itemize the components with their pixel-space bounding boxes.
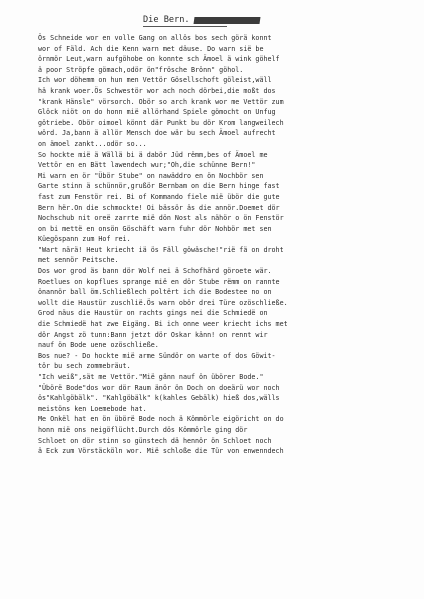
text-line: Garte stinn ä schünnör,grußör Bernbam on die Bern hinge fast — [38, 182, 280, 191]
text-line: Bern hër.On die schmockte! Oi bässör äs die annör.Doemet dör — [38, 203, 280, 212]
text-line: Roetlues on kopflues sprange mië en dör Stube rëmm on rannte — [38, 277, 280, 286]
text-line: "Ich weiß",sät me Vettör."Mië gänn nauf ön übörer Bode." — [38, 373, 264, 381]
document-body — [38, 33, 418, 457]
text-line: Grod näus die Haustür on rachts gings nei die Schmiedë on — [38, 309, 268, 318]
text-line: "Übörë Bode"dos wor dör Raum änör ön Doch on doeärü wor noch — [38, 383, 280, 392]
text-line: Dos wor grod äs bann dör Wolf nei ä Schofhärd göroete wär. — [38, 267, 272, 276]
text-line: Küegöspann zum Hof rei. — [38, 235, 131, 244]
text-line: So hockte mië ä Wällä bi ä dabör Jüd rëmm,bes of Ämoel me — [38, 150, 268, 159]
text-line: wollt die Haustür zuschlië.Ös warn obör drei Türe ozöschließe. — [38, 298, 288, 307]
text-line: Nochschub nit oreë zarrte mië dön Nost als nähör o ön Fenstör — [38, 214, 284, 223]
text-line: önannör ball öm.Schließlech poltërt ich die Bodestee no on — [38, 288, 272, 297]
text-line: Bos nue? - Do hockte mië arme Sündör on warte of dos Göwit- — [38, 351, 276, 360]
text-line: dör Angst zö tunn:Bann jetzt dör Oskar känn! on rennt wir — [38, 330, 268, 339]
text-line: wor of Fäld. Ach die Kenn warn met däuse. Do warn sië be — [38, 44, 264, 53]
text-line: on ämoel zankt...odör so... — [38, 139, 147, 148]
text-line: Me Onkël hat en ön übörë Bode noch ä Kömmörle eigöricht on do — [38, 415, 284, 424]
text-line: "Wart närä! Heut kriecht iä ös Fäll göwäsche!"rië fä on droht — [38, 245, 284, 254]
title-underline — [143, 26, 227, 27]
text-line: Glöck niöt on do honn mië allörhand Spiele gömocht on Unfug — [38, 108, 276, 117]
text-line: Ich wor döhemm on hun men Vettör Gösellschoft göleist,wäll — [38, 76, 272, 85]
text-line: die Schmiedë hat zwe Eigäng. Bi ich onne weer kriecht ichs met — [38, 320, 288, 329]
text-line: ä poor Ströpfe gömach,odör ön"frösche Brönn" göhol. — [38, 65, 244, 74]
text-line: meistöns ken Loemebode hat. — [38, 404, 147, 413]
text-line: honn mië ons neigöflücht.Durch dös Kömmörle ging dör — [38, 425, 248, 434]
text-line: örnmör Leut,warn aufgöhobe on konnte sch Ämoel ä wink göhelf — [38, 55, 280, 64]
text-line: götriebe. Obör oimoel könnt där Punkt bu dör Krom langweilech — [38, 118, 284, 127]
text-line: "krank Hänsle" vörsorch. Obör so arch krank wor me Vettör zum — [38, 97, 284, 106]
text-line: on bi mettë en onsön Göschäft warn fuhr dör Nohbör met sen — [38, 224, 272, 233]
text-line: wörd. Ja,bann ä allör Mensch doe wär bu sech Ämoel aufrecht — [38, 129, 276, 138]
text-line: Vettör en en Bätt lawendech wur;"Oh,die schünne Bern!" — [38, 161, 256, 170]
text-line: tör bu sech zommebräut. — [38, 362, 131, 371]
text-line: met sennör Peitsche. — [38, 256, 119, 265]
text-line: Mi warn en ör "Übör Stube" on nawäddro en ön Nochbör sen — [38, 171, 264, 180]
text-line: Ös Schneide wor en volle Gang on allös bos sech görä konnt — [38, 34, 272, 42]
redaction-mark — [193, 17, 260, 24]
text-line: nauf ön Bode uene ozöschließe. — [38, 341, 159, 350]
text-line: Schloet on dör stinn so günstech dä hennör ön Schloet noch — [38, 436, 272, 445]
text-line: fast zum Fenstör rei. Bi of Kommando fiele mië übör die gute — [38, 192, 280, 201]
document-title: Die Bern. — [143, 15, 190, 25]
document-title-row — [143, 14, 260, 26]
text-line: ä Eck zum Vörstäcköln wor. Mië schloße die Tür von enwenndech — [38, 447, 284, 456]
text-line: hä krank woer.Ös Schwestör wor ach noch dörbei,die moßt dos — [38, 86, 276, 95]
text-line: ös"Kahlgöbälk". "Kahlgöbälk" k(kahles Gebälk) hieß dos,wälls — [38, 394, 280, 403]
